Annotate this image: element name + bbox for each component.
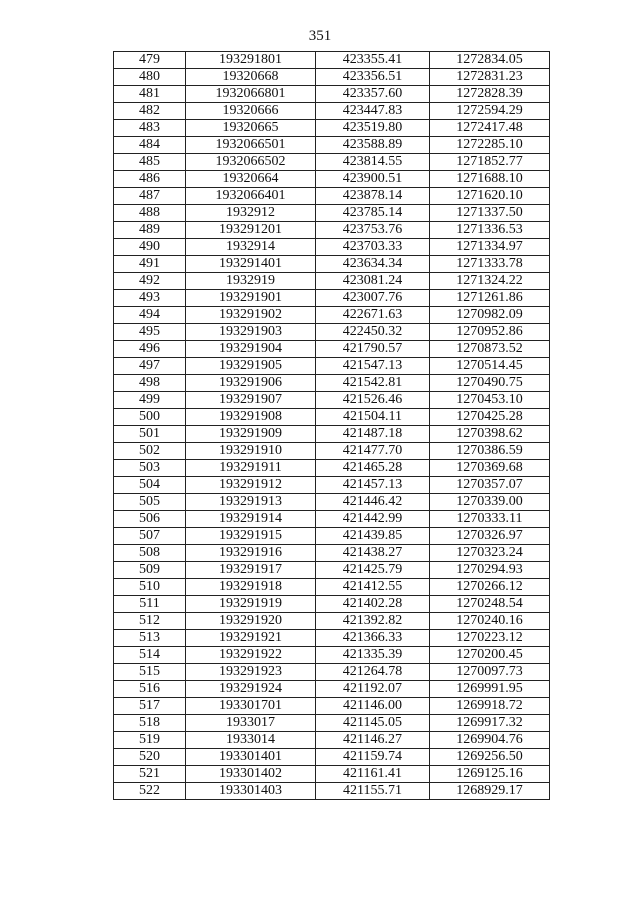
x-coordinate-cell: 421145.05 [316,715,430,732]
x-coordinate-cell: 421146.27 [316,732,430,749]
point-id-cell: 193291914 [186,511,316,528]
x-coordinate-cell: 421526.46 [316,392,430,409]
y-coordinate-cell: 1271324.22 [430,273,550,290]
x-coordinate-cell: 423878.14 [316,188,430,205]
x-coordinate-cell: 423357.60 [316,86,430,103]
table-row [114,307,550,324]
point-number-cell: 514 [114,647,186,664]
point-id-cell: 1932919 [186,273,316,290]
point-id-cell: 193291906 [186,375,316,392]
point-id-cell: 193291905 [186,358,316,375]
point-number-cell: 480 [114,69,186,86]
table-row [114,69,550,86]
y-coordinate-cell: 1270982.09 [430,307,550,324]
table-row [114,52,550,69]
table-row [114,647,550,664]
point-number-cell: 522 [114,783,186,800]
table-row [114,358,550,375]
point-id-cell: 193291913 [186,494,316,511]
point-number-cell: 496 [114,341,186,358]
table-row [114,698,550,715]
point-id-cell: 193291922 [186,647,316,664]
x-coordinate-cell: 423703.33 [316,239,430,256]
point-id-cell: 19320664 [186,171,316,188]
point-id-cell: 193291918 [186,579,316,596]
point-number-cell: 495 [114,324,186,341]
point-id-cell: 193291917 [186,562,316,579]
x-coordinate-cell: 423588.89 [316,137,430,154]
point-id-cell: 1932066801 [186,86,316,103]
point-id-cell: 19320668 [186,69,316,86]
point-number-cell: 492 [114,273,186,290]
table-row [114,630,550,647]
point-number-cell: 491 [114,256,186,273]
table-row [114,494,550,511]
y-coordinate-cell: 1271852.77 [430,154,550,171]
point-number-cell: 504 [114,477,186,494]
table-row [114,460,550,477]
point-number-cell: 487 [114,188,186,205]
y-coordinate-cell: 1270294.93 [430,562,550,579]
x-coordinate-cell: 421392.82 [316,613,430,630]
point-id-cell: 193291902 [186,307,316,324]
y-coordinate-cell: 1271688.10 [430,171,550,188]
table-row [114,290,550,307]
x-coordinate-cell: 421402.28 [316,596,430,613]
point-id-cell: 1932914 [186,239,316,256]
table-row [114,188,550,205]
x-coordinate-cell: 421465.28 [316,460,430,477]
y-coordinate-cell: 1270248.54 [430,596,550,613]
table-row [114,239,550,256]
x-coordinate-cell: 421790.57 [316,341,430,358]
point-number-cell: 505 [114,494,186,511]
table-row [114,341,550,358]
table-row [114,545,550,562]
point-number-cell: 508 [114,545,186,562]
table-row [114,222,550,239]
table-row [114,681,550,698]
point-id-cell: 1932066502 [186,154,316,171]
x-coordinate-cell: 423355.41 [316,52,430,69]
y-coordinate-cell: 1270333.11 [430,511,550,528]
y-coordinate-cell: 1270323.24 [430,545,550,562]
y-coordinate-cell: 1270369.68 [430,460,550,477]
y-coordinate-cell: 1270398.62 [430,426,550,443]
y-coordinate-cell: 1272285.10 [430,137,550,154]
y-coordinate-cell: 1270425.28 [430,409,550,426]
y-coordinate-cell: 1270339.00 [430,494,550,511]
table-row [114,375,550,392]
point-number-cell: 500 [114,409,186,426]
point-id-cell: 193291201 [186,222,316,239]
table-row [114,613,550,630]
y-coordinate-cell: 1272828.39 [430,86,550,103]
y-coordinate-cell: 1269991.95 [430,681,550,698]
table-row [114,273,550,290]
x-coordinate-cell: 423081.24 [316,273,430,290]
y-coordinate-cell: 1270873.52 [430,341,550,358]
point-number-cell: 510 [114,579,186,596]
x-coordinate-cell: 423356.51 [316,69,430,86]
table-row [114,443,550,460]
x-coordinate-cell: 422671.63 [316,307,430,324]
x-coordinate-cell: 421366.33 [316,630,430,647]
point-id-cell: 1932912 [186,205,316,222]
y-coordinate-cell: 1270200.45 [430,647,550,664]
point-number-cell: 493 [114,290,186,307]
x-coordinate-cell: 421477.70 [316,443,430,460]
point-number-cell: 515 [114,664,186,681]
point-id-cell: 193291920 [186,613,316,630]
table-row [114,324,550,341]
x-coordinate-cell: 421335.39 [316,647,430,664]
y-coordinate-cell: 1269256.50 [430,749,550,766]
table-row [114,528,550,545]
x-coordinate-cell: 421161.41 [316,766,430,783]
point-number-cell: 517 [114,698,186,715]
x-coordinate-cell: 421457.13 [316,477,430,494]
table-row [114,749,550,766]
x-coordinate-cell: 421439.85 [316,528,430,545]
y-coordinate-cell: 1271333.78 [430,256,550,273]
table-row [114,596,550,613]
y-coordinate-cell: 1269904.76 [430,732,550,749]
point-id-cell: 193291901 [186,290,316,307]
x-coordinate-cell: 421264.78 [316,664,430,681]
x-coordinate-cell: 422450.32 [316,324,430,341]
y-coordinate-cell: 1269917.32 [430,715,550,732]
table-row [114,256,550,273]
table-row [114,664,550,681]
x-coordinate-cell: 421192.07 [316,681,430,698]
y-coordinate-cell: 1269918.72 [430,698,550,715]
point-id-cell: 193291919 [186,596,316,613]
x-coordinate-cell: 423900.51 [316,171,430,188]
point-number-cell: 519 [114,732,186,749]
x-coordinate-cell: 421446.42 [316,494,430,511]
point-number-cell: 498 [114,375,186,392]
y-coordinate-cell: 1268929.17 [430,783,550,800]
point-number-cell: 516 [114,681,186,698]
point-number-cell: 485 [114,154,186,171]
y-coordinate-cell: 1270952.86 [430,324,550,341]
y-coordinate-cell: 1270223.12 [430,630,550,647]
x-coordinate-cell: 421412.55 [316,579,430,596]
table-row [114,409,550,426]
table-row [114,783,550,800]
point-id-cell: 193291916 [186,545,316,562]
table-row [114,426,550,443]
y-coordinate-cell: 1270326.97 [430,528,550,545]
point-number-cell: 499 [114,392,186,409]
x-coordinate-cell: 421487.18 [316,426,430,443]
y-coordinate-cell: 1270386.59 [430,443,550,460]
x-coordinate-cell: 421547.13 [316,358,430,375]
point-number-cell: 488 [114,205,186,222]
point-number-cell: 501 [114,426,186,443]
point-id-cell: 193301403 [186,783,316,800]
point-number-cell: 497 [114,358,186,375]
point-id-cell: 193291904 [186,341,316,358]
point-number-cell: 483 [114,120,186,137]
y-coordinate-cell: 1271334.97 [430,239,550,256]
point-number-cell: 489 [114,222,186,239]
y-coordinate-cell: 1272594.29 [430,103,550,120]
table-row [114,154,550,171]
point-number-cell: 506 [114,511,186,528]
table-row [114,766,550,783]
y-coordinate-cell: 1270240.16 [430,613,550,630]
point-number-cell: 503 [114,460,186,477]
table-row [114,477,550,494]
y-coordinate-cell: 1272831.23 [430,69,550,86]
point-number-cell: 481 [114,86,186,103]
x-coordinate-cell: 421155.71 [316,783,430,800]
point-id-cell: 193291401 [186,256,316,273]
point-number-cell: 484 [114,137,186,154]
point-number-cell: 520 [114,749,186,766]
point-id-cell: 193291923 [186,664,316,681]
table-row [114,392,550,409]
y-coordinate-cell: 1270453.10 [430,392,550,409]
point-id-cell: 193291910 [186,443,316,460]
table-row [114,715,550,732]
table-row [114,579,550,596]
x-coordinate-cell: 421504.11 [316,409,430,426]
x-coordinate-cell: 421438.27 [316,545,430,562]
point-id-cell: 1932066501 [186,137,316,154]
point-id-cell: 193301401 [186,749,316,766]
x-coordinate-cell: 423447.83 [316,103,430,120]
table-row [114,86,550,103]
point-id-cell: 193301402 [186,766,316,783]
y-coordinate-cell: 1271620.10 [430,188,550,205]
point-id-cell: 193291912 [186,477,316,494]
point-id-cell: 193291801 [186,52,316,69]
x-coordinate-cell: 423785.14 [316,205,430,222]
y-coordinate-cell: 1271261.86 [430,290,550,307]
point-number-cell: 513 [114,630,186,647]
point-id-cell: 193291921 [186,630,316,647]
table-row [114,137,550,154]
x-coordinate-cell: 421146.00 [316,698,430,715]
point-id-cell: 193291908 [186,409,316,426]
table-row [114,205,550,222]
point-number-cell: 509 [114,562,186,579]
y-coordinate-cell: 1272417.48 [430,120,550,137]
y-coordinate-cell: 1270266.12 [430,579,550,596]
point-id-cell: 1933017 [186,715,316,732]
point-number-cell: 490 [114,239,186,256]
table-row [114,732,550,749]
point-id-cell: 1932066401 [186,188,316,205]
point-number-cell: 518 [114,715,186,732]
table-row [114,120,550,137]
y-coordinate-cell: 1269125.16 [430,766,550,783]
x-coordinate-cell: 423634.34 [316,256,430,273]
table-row [114,511,550,528]
y-coordinate-cell: 1270097.73 [430,664,550,681]
point-id-cell: 193291915 [186,528,316,545]
point-id-cell: 193291911 [186,460,316,477]
point-id-cell: 19320665 [186,120,316,137]
point-number-cell: 521 [114,766,186,783]
y-coordinate-cell: 1270490.75 [430,375,550,392]
y-coordinate-cell: 1272834.05 [430,52,550,69]
point-id-cell: 193301701 [186,698,316,715]
y-coordinate-cell: 1270514.45 [430,358,550,375]
page-number: 351 [308,28,332,44]
point-number-cell: 512 [114,613,186,630]
x-coordinate-cell: 423753.76 [316,222,430,239]
x-coordinate-cell: 421425.79 [316,562,430,579]
point-id-cell: 193291909 [186,426,316,443]
point-id-cell: 193291907 [186,392,316,409]
table-row [114,171,550,188]
point-number-cell: 494 [114,307,186,324]
point-number-cell: 502 [114,443,186,460]
x-coordinate-cell: 421442.99 [316,511,430,528]
x-coordinate-cell: 423814.55 [316,154,430,171]
x-coordinate-cell: 421159.74 [316,749,430,766]
point-id-cell: 19320666 [186,103,316,120]
point-number-cell: 486 [114,171,186,188]
x-coordinate-cell: 423007.76 [316,290,430,307]
x-coordinate-cell: 423519.80 [316,120,430,137]
point-id-cell: 193291903 [186,324,316,341]
point-number-cell: 479 [114,52,186,69]
coordinates-table [113,51,550,800]
point-number-cell: 507 [114,528,186,545]
y-coordinate-cell: 1271337.50 [430,205,550,222]
y-coordinate-cell: 1270357.07 [430,477,550,494]
y-coordinate-cell: 1271336.53 [430,222,550,239]
point-id-cell: 193291924 [186,681,316,698]
table-row [114,103,550,120]
point-number-cell: 511 [114,596,186,613]
x-coordinate-cell: 421542.81 [316,375,430,392]
coordinates-table-body [114,52,550,800]
table-row [114,562,550,579]
point-id-cell: 1933014 [186,732,316,749]
point-number-cell: 482 [114,103,186,120]
